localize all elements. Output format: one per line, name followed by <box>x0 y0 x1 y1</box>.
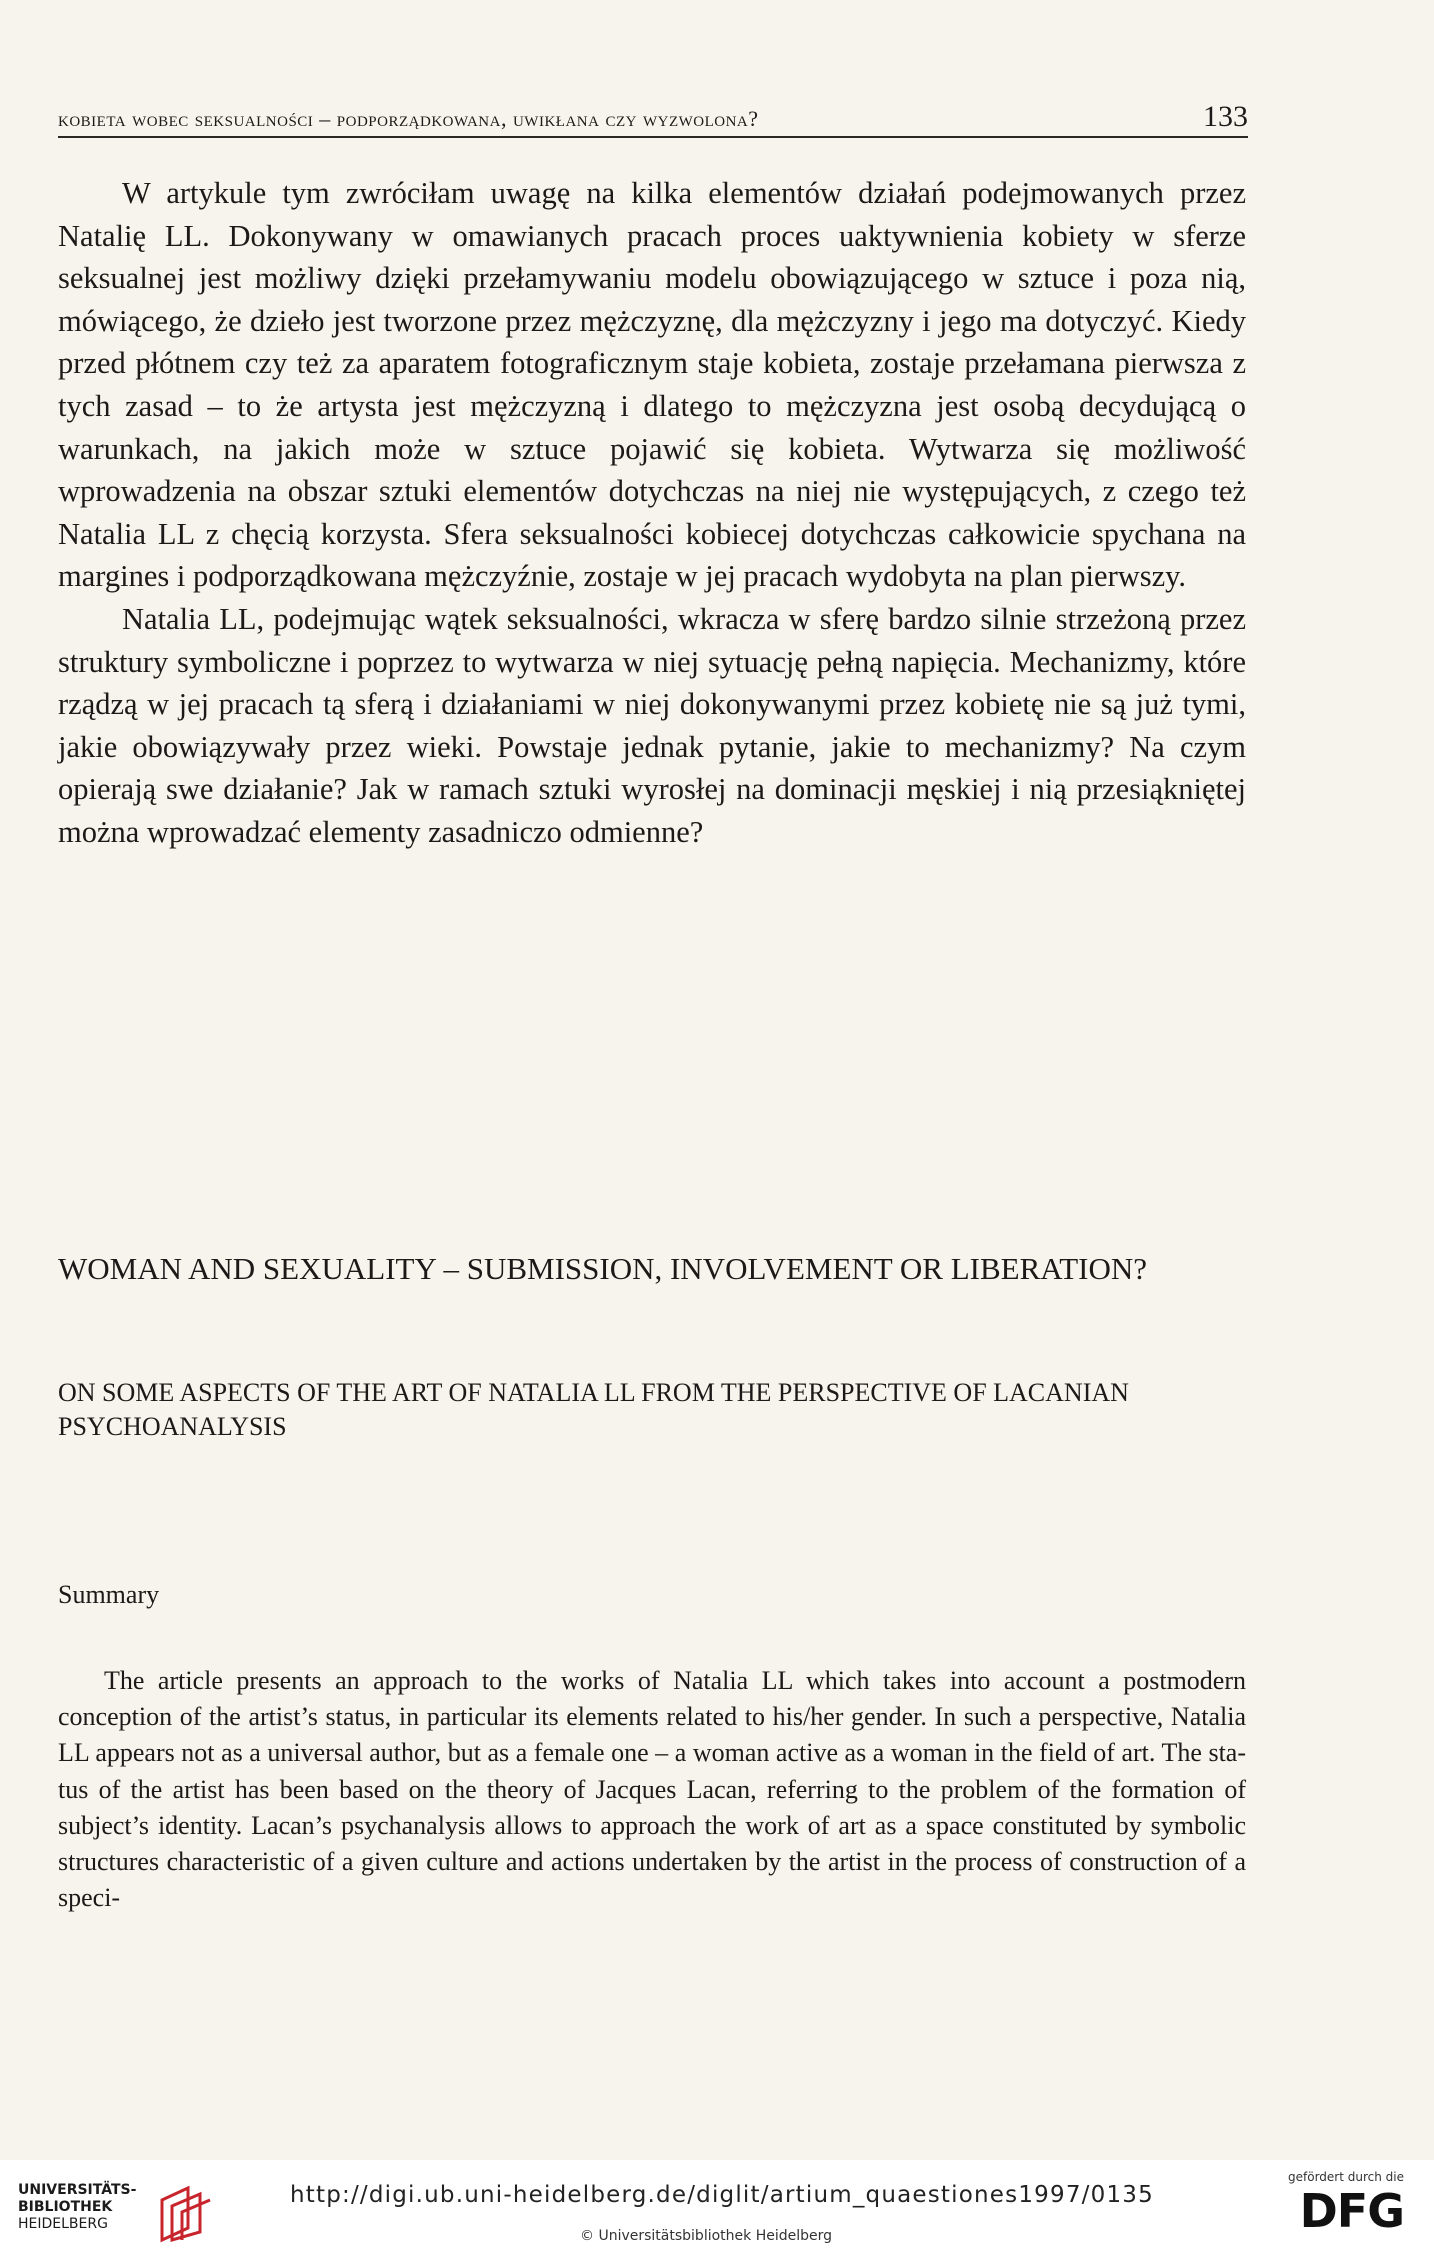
funded-by-label: gefördert durch die <box>1288 2170 1404 2184</box>
running-head <box>58 92 1248 138</box>
page-number: 133 <box>1203 100 1248 133</box>
library-mark-icon <box>148 2182 218 2244</box>
summary-text: The article presents an approach to the works of Natalia LL which takes into account a postmodern conception of the artist’s status, in particular its elements related to his/her gender. In such a perspective, Natalia LL appears not as a universal author, but as a female one – a woman active as a woman in the field of art. The status of the artist has been based on the theory of Jacques Lacan, referring to the problem of the formation of subject’s identity. Lacan’s psychanalysis allows to approach the work of art as a space constituted by symbolic structures characteristic of a given culture and actions undertaken by the artist in the process of construction of a speci- <box>58 1666 1246 1913</box>
library-line-1: UNIVERSITÄTS- <box>18 2182 137 2198</box>
body-paragraph-1: W artykule tym zwróciłam uwagę na kilka elementów działań podejmowanych przez Natalię LL. Dokonywany w omawianych pracach proces uaktywnienia kobiety w sferze seksualnej jest możliwy dzięki przełamywaniu modelu obowiązującego w sztuce i poza nią, mówiącego, że dzieło jest tworzone przez mężczyznę, dla mężczyzny i jego ma dotyczyć. Kiedy przed płótnem czy też za aparatem fotograficznym staje kobieta, zostaje przełamana pierwsza z tych zasad – to że artysta jest mężczyzną i dlatego to mężczyzna jest osobą decydującą o warunkach, na jakich może w sztuce pojawić się kobieta. Wytwarza się możliwość wprowadzenia na obszar sztuki elementów dotychczas na niej nie występujących, z czego też Natalia LL z chęcią korzysta. Sfera seksualności kobiecej dotychczas całkowicie spychana na margines i podporządkowana mężczyźnie, zostaje w jej pracach wydobyta na plan pierwszy. <box>58 176 1246 594</box>
library-line-3: HEIDELBERG <box>18 2216 108 2232</box>
summary-label: Summary <box>58 1580 160 1609</box>
library-name <box>18 2182 136 2233</box>
copyright-notice: © Universitätsbibliothek Heidelberg <box>580 2228 833 2244</box>
dfg-logo-icon: DFG <box>1299 2184 1404 2238</box>
english-title: WOMAN AND SEXUALITY – SUBMISSION, INVOLVEMENT OR LIBERATION? <box>58 1251 1147 1286</box>
dfg-funding-logo[interactable] <box>1254 2170 1404 2250</box>
library-line-2: BIBLIOTHEK <box>18 2199 113 2215</box>
body-paragraph-2: Natalia LL, podejmując wątek seksualności, wkracza w sferę bardzo silnie strzeżoną przez struktury symboliczne i poprzez to wytwarza w niej sytuację pełną napięcia. Mechanizmy, które rządzą w jej pracach tą sferą i działaniami w niej dokonywanymi przez kobietę nie są już tymi, jakie obowiązywały przez wieki. Powstaje jednak pytanie, jakie to mechanizmy? Na czym opierają swe działanie? Jak w ramach sztuki wyrosłej na dominacji męskiej i nią przesiąkniętej można wprowadzać elementy zasadniczo odmienne? <box>58 601 1246 849</box>
english-subtitle: ON SOME ASPECTS OF THE ART OF NATALIA LL FROM THE PERSPECTIVE OF LACANIAN PSYCHOANALYSIS <box>58 1378 1129 1441</box>
university-library-logo[interactable] <box>18 2182 218 2246</box>
body-text <box>58 172 1246 854</box>
running-title: kobieta wobec seksualności – podporządkowana, uwikłana czy wyzwolona? <box>58 106 759 131</box>
footer-bar <box>0 2160 1434 2259</box>
permalink-url[interactable]: http://digi.ub.uni-heidelberg.de/diglit/artium_quaestiones1997/0135 <box>290 2182 1154 2208</box>
